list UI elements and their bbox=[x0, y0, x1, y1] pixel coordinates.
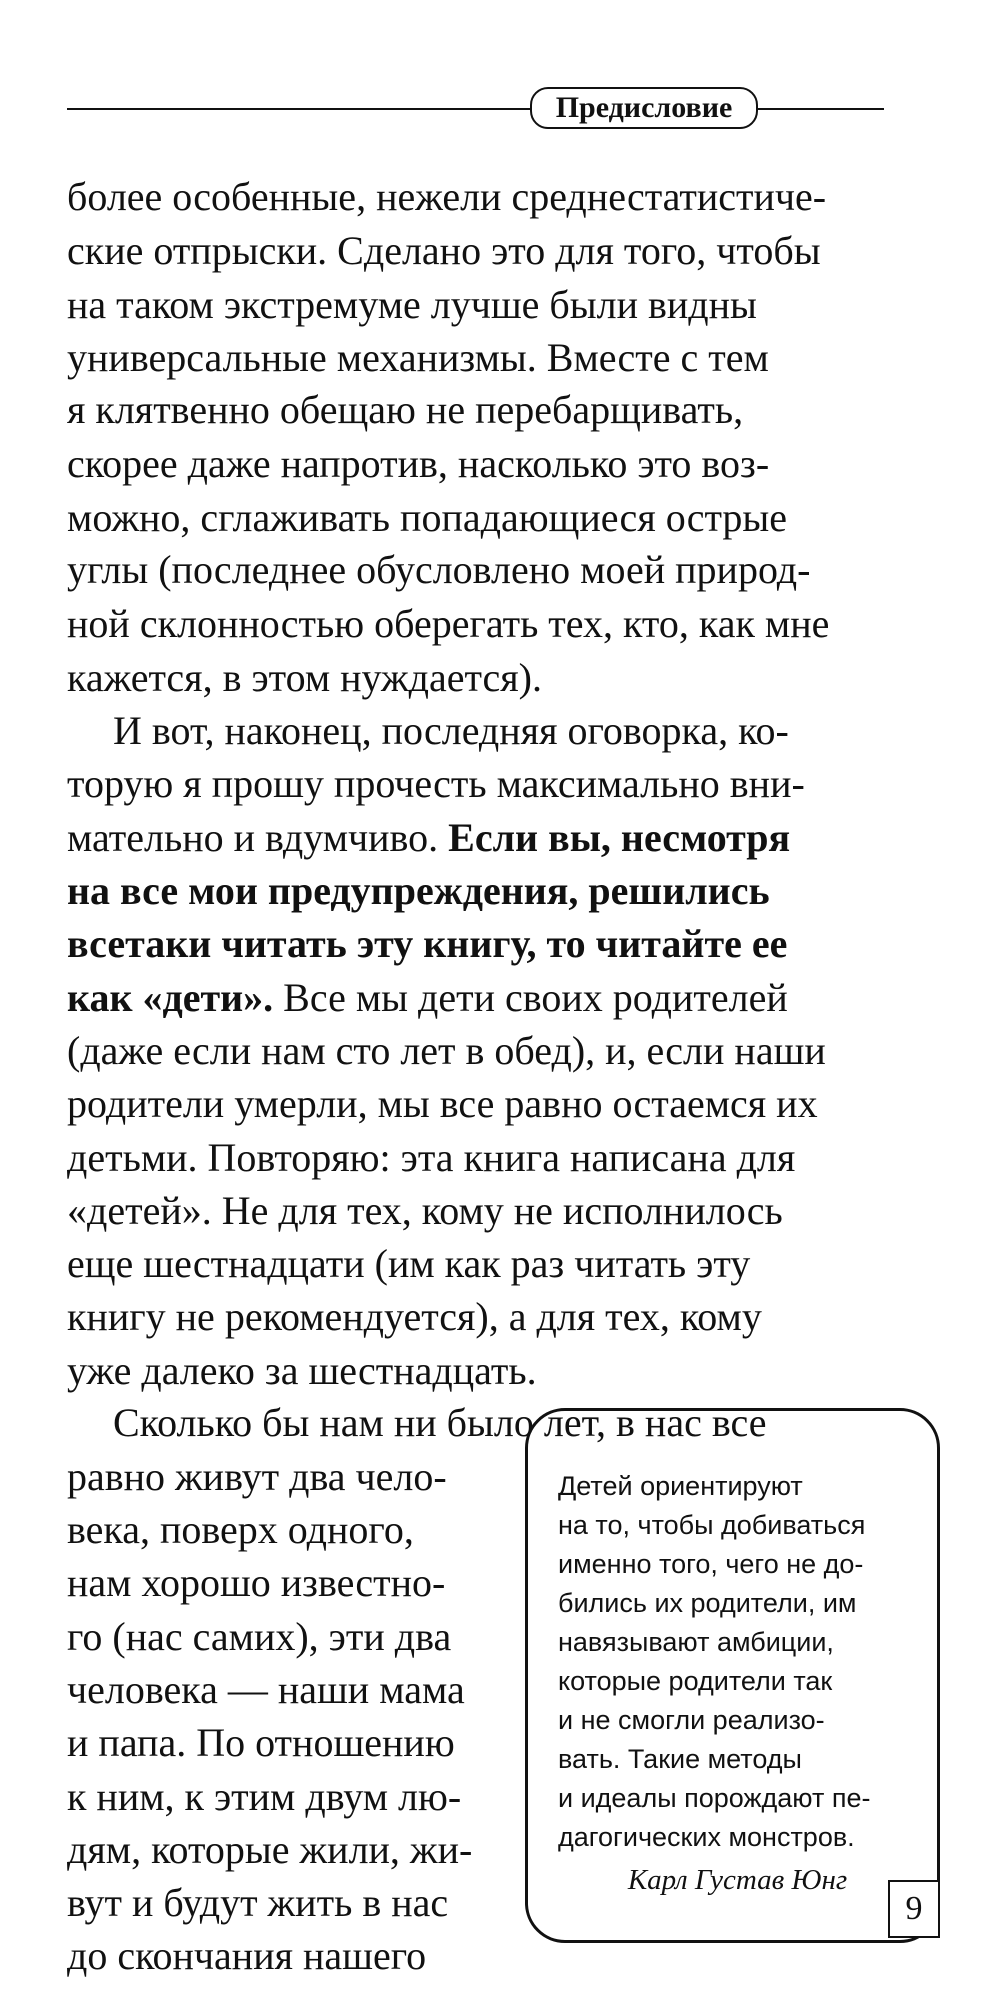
text-line: универсальные механизмы. Вместе с тем bbox=[67, 335, 769, 380]
text-line: еще шестнадцати (им как раз читать эту bbox=[67, 1241, 751, 1286]
text-line bbox=[67, 973, 788, 1023]
text-line: к ним, к этим двум лю- bbox=[67, 1774, 462, 1819]
quote-line: именно того, чего не до- bbox=[558, 1549, 864, 1579]
text-line: до скончания нашего bbox=[67, 1933, 427, 1978]
quote-line: бились их родители, им bbox=[558, 1588, 857, 1618]
text-line: на таком экстремуме лучше были видны bbox=[67, 282, 757, 327]
text-line: «детей». Не для тех, кому не исполнилось bbox=[67, 1188, 783, 1233]
text-line: углы (последнее обусловлено моей природ- bbox=[67, 547, 811, 592]
text-line: торую я прошу прочесть максимально вни- bbox=[67, 761, 805, 806]
bold-text-line: всетаки читать эту книгу, то читайте ее bbox=[67, 921, 788, 966]
text-line: родители умерли, мы все равно остаемся их bbox=[67, 1081, 818, 1126]
text-line: детьми. Повторяю: эта книга написана для bbox=[67, 1135, 796, 1180]
quote-line: навязывают амбиции, bbox=[558, 1627, 834, 1657]
quote-line: вать. Такие методы bbox=[558, 1744, 802, 1774]
text-line: (даже если нам сто лет в обед), и, если наши bbox=[67, 1028, 826, 1073]
quote-line: на то, чтобы добиваться bbox=[558, 1510, 866, 1540]
text-line: вут и будут жить в нас bbox=[67, 1880, 449, 1925]
text-span: мательно и вдумчиво. bbox=[67, 815, 449, 860]
text-line: го (нас самих), эти два bbox=[67, 1614, 452, 1659]
text-line: нам хорошо известно- bbox=[67, 1560, 446, 1605]
header-rule-right bbox=[752, 108, 884, 110]
header-rule-left bbox=[67, 108, 537, 110]
text-line: человека — наши мама bbox=[67, 1667, 465, 1712]
section-title: Предисловие bbox=[530, 87, 758, 129]
text-line: можно, сглаживать попадающиеся острые bbox=[67, 495, 788, 540]
bold-text-line: на все мои предупреждения, решились bbox=[67, 868, 770, 913]
text-line: ские отпрыски. Сделано это для того, чтобы bbox=[67, 228, 821, 273]
quote-box bbox=[525, 1408, 940, 1943]
text-line: более особенные, нежели среднестатистиче- bbox=[67, 174, 827, 219]
text-line: я клятвенно обещаю не перебарщивать, bbox=[67, 387, 744, 432]
text-line: уже далеко за шестнадцать. bbox=[67, 1348, 537, 1393]
text-line: кажется, в этом нуждается). bbox=[67, 655, 542, 700]
page-number: 9 bbox=[888, 1880, 940, 1938]
quote-author: Карл Густав Юнг bbox=[627, 1864, 848, 1896]
text-line: и папа. По отношению bbox=[67, 1720, 455, 1765]
text-line: дям, которые жили, жи- bbox=[67, 1827, 473, 1872]
quote-line: и идеалы порождают пе- bbox=[558, 1783, 871, 1813]
text-line: равно живут два чело- bbox=[67, 1454, 447, 1499]
bold-text-span: как «дети». bbox=[67, 975, 274, 1020]
quote-line: которые родители так bbox=[558, 1666, 833, 1696]
text-line: скорее даже напротив, насколько это воз- bbox=[67, 441, 770, 486]
text-span: Все мы дети своих родителей bbox=[273, 975, 788, 1020]
text-line: И вот, наконец, последняя оговорка, ко- bbox=[113, 708, 789, 753]
text-line: Сколько бы нам ни было лет, в нас все bbox=[113, 1400, 767, 1445]
quote-line: Детей ориентируют bbox=[558, 1471, 803, 1501]
quote-line: и не смогли реализо- bbox=[558, 1705, 825, 1735]
text-line: ной склонностью оберегать тех, кто, как мне bbox=[67, 601, 830, 646]
bold-text-span: Если вы, несмотря bbox=[448, 815, 791, 860]
text-line: книгу не рекомендуется), а для тех, кому bbox=[67, 1294, 762, 1339]
text-line bbox=[67, 813, 790, 863]
quote-line: дагогических монстров. bbox=[558, 1822, 855, 1852]
text-line: века, поверх одного, bbox=[67, 1507, 414, 1552]
